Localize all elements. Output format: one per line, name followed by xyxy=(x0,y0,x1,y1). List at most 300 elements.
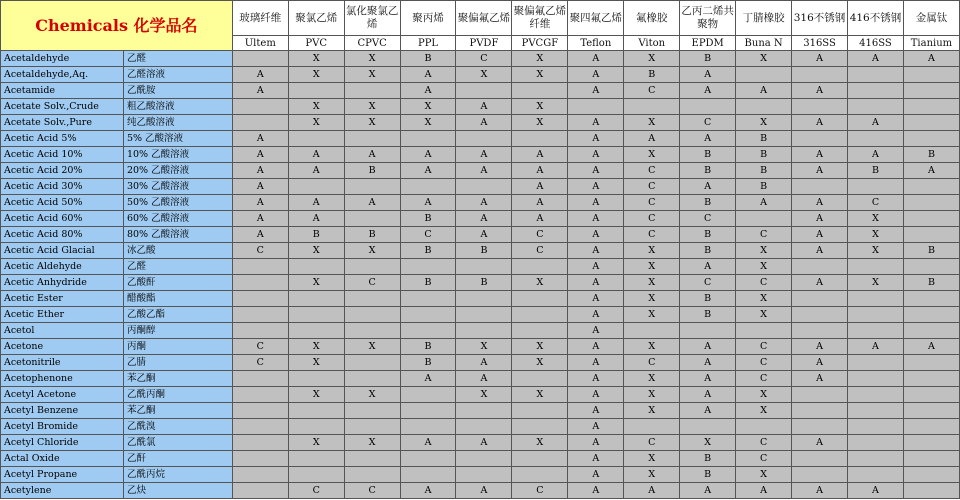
chemical-name-cn: 冰乙酸 xyxy=(123,243,232,259)
chemical-rows xyxy=(1,51,960,499)
rating-cell xyxy=(848,83,904,99)
rating-cell: A xyxy=(232,179,288,195)
rating-cell: X xyxy=(624,259,680,275)
rating-cell: A xyxy=(792,195,848,211)
rating-cell: C xyxy=(736,227,792,243)
material-cn-header: 氟橡胶 xyxy=(624,1,680,36)
material-cn-header: 聚偏氟乙烯 xyxy=(456,1,512,36)
chemical-name-cn: 醋酸酯 xyxy=(123,291,232,307)
rating-cell xyxy=(792,131,848,147)
table-row xyxy=(1,83,960,99)
rating-cell xyxy=(512,451,568,467)
rating-cell xyxy=(400,259,456,275)
material-en-header: PVDF xyxy=(456,36,512,51)
rating-cell: X xyxy=(848,211,904,227)
rating-cell xyxy=(848,467,904,483)
rating-cell: A xyxy=(792,163,848,179)
rating-cell xyxy=(344,467,400,483)
rating-cell: C xyxy=(848,195,904,211)
rating-cell xyxy=(400,323,456,339)
rating-cell xyxy=(512,371,568,387)
rating-cell xyxy=(400,467,456,483)
rating-cell xyxy=(680,419,736,435)
chemical-name-en: Acetyl Propane xyxy=(1,467,124,483)
material-en-header: Ultem xyxy=(232,36,288,51)
rating-cell: A xyxy=(736,83,792,99)
rating-cell: A xyxy=(568,67,624,83)
material-cn-header: 316不锈钢 xyxy=(792,1,848,36)
rating-cell: B xyxy=(680,451,736,467)
rating-cell: A xyxy=(568,387,624,403)
rating-cell xyxy=(232,307,288,323)
rating-cell xyxy=(903,451,959,467)
rating-cell: X xyxy=(512,339,568,355)
rating-cell: X xyxy=(512,67,568,83)
rating-cell xyxy=(512,419,568,435)
rating-cell xyxy=(680,99,736,115)
rating-cell xyxy=(848,451,904,467)
chemical-name-cn: 丙酮 xyxy=(123,339,232,355)
rating-cell xyxy=(848,371,904,387)
rating-cell: C xyxy=(512,483,568,499)
chemical-name-en: Acetate Solv.,Pure xyxy=(1,115,124,131)
rating-cell: A xyxy=(288,195,344,211)
rating-cell: A xyxy=(848,339,904,355)
rating-cell: A xyxy=(232,195,288,211)
rating-cell xyxy=(456,467,512,483)
rating-cell xyxy=(400,387,456,403)
rating-cell xyxy=(344,355,400,371)
rating-cell: X xyxy=(624,51,680,67)
rating-cell xyxy=(400,131,456,147)
rating-cell: A xyxy=(512,147,568,163)
rating-cell xyxy=(456,131,512,147)
rating-cell: X xyxy=(736,403,792,419)
rating-cell xyxy=(232,99,288,115)
rating-cell: A xyxy=(792,483,848,499)
chemical-name-en: Acetyl Chloride xyxy=(1,435,124,451)
rating-cell: X xyxy=(400,99,456,115)
rating-cell xyxy=(792,387,848,403)
rating-cell: A xyxy=(232,147,288,163)
rating-cell xyxy=(903,355,959,371)
rating-cell xyxy=(232,435,288,451)
chemical-name-en: Acetaldehyde xyxy=(1,51,124,67)
rating-cell: A xyxy=(456,355,512,371)
rating-cell: C xyxy=(624,227,680,243)
material-en-header: Viton xyxy=(624,36,680,51)
rating-cell: X xyxy=(624,371,680,387)
rating-cell: B xyxy=(736,131,792,147)
chemical-name-en: Acetic Acid 50% xyxy=(1,195,124,211)
chemical-name-en: Acetol xyxy=(1,323,124,339)
rating-cell xyxy=(344,419,400,435)
rating-cell: A xyxy=(680,371,736,387)
rating-cell: X xyxy=(288,115,344,131)
rating-cell: A xyxy=(456,147,512,163)
rating-cell: B xyxy=(736,179,792,195)
rating-cell: A xyxy=(792,355,848,371)
rating-cell: A xyxy=(568,419,624,435)
rating-cell xyxy=(903,403,959,419)
rating-cell: A xyxy=(512,211,568,227)
rating-cell: A xyxy=(288,211,344,227)
rating-cell: C xyxy=(736,355,792,371)
rating-cell: B xyxy=(344,163,400,179)
chemical-name-en: Acetic Acid 80% xyxy=(1,227,124,243)
material-cn-header: 聚丙烯 xyxy=(400,1,456,36)
rating-cell: A xyxy=(568,211,624,227)
rating-cell xyxy=(848,67,904,83)
rating-cell xyxy=(400,307,456,323)
rating-cell: A xyxy=(232,211,288,227)
rating-cell xyxy=(288,179,344,195)
rating-cell xyxy=(288,83,344,99)
rating-cell: A xyxy=(568,451,624,467)
chemical-name-cn: 乙酰丙酮 xyxy=(123,387,232,403)
rating-cell xyxy=(903,387,959,403)
chemical-name-cn: 乙酰胺 xyxy=(123,83,232,99)
material-cn-header: 聚氯乙烯 xyxy=(288,1,344,36)
rating-cell: X xyxy=(288,99,344,115)
rating-cell: A xyxy=(232,67,288,83)
rating-cell: A xyxy=(568,483,624,499)
rating-cell xyxy=(344,323,400,339)
chemical-name-en: Acetic Acid Glacial xyxy=(1,243,124,259)
rating-cell xyxy=(736,211,792,227)
material-cn-header: 丁腈橡胶 xyxy=(736,1,792,36)
rating-cell xyxy=(232,291,288,307)
rating-cell: A xyxy=(680,179,736,195)
rating-cell xyxy=(736,67,792,83)
material-en-header: Tianium xyxy=(903,36,959,51)
rating-cell xyxy=(400,179,456,195)
rating-cell: C xyxy=(624,355,680,371)
rating-cell xyxy=(344,259,400,275)
rating-cell: A xyxy=(792,51,848,67)
rating-cell xyxy=(903,419,959,435)
rating-cell xyxy=(903,211,959,227)
table-row xyxy=(1,227,960,243)
rating-cell: X xyxy=(736,467,792,483)
rating-cell xyxy=(736,99,792,115)
rating-cell xyxy=(792,467,848,483)
rating-cell xyxy=(903,99,959,115)
rating-cell xyxy=(288,451,344,467)
rating-cell xyxy=(232,51,288,67)
rating-cell xyxy=(624,323,680,339)
rating-cell xyxy=(903,131,959,147)
rating-cell xyxy=(903,435,959,451)
rating-cell: X xyxy=(624,275,680,291)
rating-cell: A xyxy=(512,163,568,179)
rating-cell xyxy=(568,99,624,115)
rating-cell: A xyxy=(568,467,624,483)
rating-cell xyxy=(624,99,680,115)
rating-cell: A xyxy=(792,211,848,227)
chemical-name-en: Acetic Aldehyde xyxy=(1,259,124,275)
rating-cell: A xyxy=(344,147,400,163)
rating-cell: A xyxy=(848,115,904,131)
rating-cell xyxy=(344,307,400,323)
rating-cell: A xyxy=(848,51,904,67)
rating-cell: A xyxy=(400,83,456,99)
rating-cell: X xyxy=(288,67,344,83)
rating-cell xyxy=(903,115,959,131)
rating-cell: X xyxy=(512,99,568,115)
rating-cell xyxy=(848,387,904,403)
rating-cell: A xyxy=(568,227,624,243)
rating-cell xyxy=(512,83,568,99)
table-row xyxy=(1,51,960,67)
table-row xyxy=(1,483,960,499)
rating-cell: X xyxy=(400,115,456,131)
rating-cell: A xyxy=(400,163,456,179)
rating-cell xyxy=(512,403,568,419)
rating-cell xyxy=(456,419,512,435)
table-row xyxy=(1,291,960,307)
chemical-name-en: Acetate Solv.,Crude xyxy=(1,99,124,115)
rating-cell: A xyxy=(400,483,456,499)
rating-cell: B xyxy=(400,275,456,291)
rating-cell xyxy=(848,355,904,371)
table-row xyxy=(1,451,960,467)
rating-cell: X xyxy=(624,339,680,355)
rating-cell xyxy=(288,467,344,483)
rating-cell xyxy=(848,403,904,419)
rating-cell: A xyxy=(400,435,456,451)
rating-cell: B xyxy=(680,307,736,323)
rating-cell: A xyxy=(848,483,904,499)
rating-cell: A xyxy=(288,163,344,179)
chemical-name-en: Acetaldehyde,Aq. xyxy=(1,67,124,83)
rating-cell: A xyxy=(903,163,959,179)
rating-cell: X xyxy=(288,355,344,371)
rating-cell: A xyxy=(456,435,512,451)
rating-cell xyxy=(792,307,848,323)
rating-cell: A xyxy=(792,83,848,99)
table-row xyxy=(1,275,960,291)
rating-cell: X xyxy=(344,99,400,115)
rating-cell: B xyxy=(456,243,512,259)
rating-cell: A xyxy=(792,115,848,131)
rating-cell xyxy=(680,323,736,339)
rating-cell xyxy=(288,323,344,339)
rating-cell: A xyxy=(400,147,456,163)
rating-cell: A xyxy=(680,131,736,147)
rating-cell xyxy=(848,179,904,195)
chemical-name-en: Acetylene xyxy=(1,483,124,499)
rating-cell: A xyxy=(680,339,736,355)
rating-cell: A xyxy=(344,195,400,211)
rating-cell: C xyxy=(456,51,512,67)
rating-cell: X xyxy=(624,307,680,323)
chemical-name-en: Acetyl Acetone xyxy=(1,387,124,403)
rating-cell: B xyxy=(848,163,904,179)
rating-cell: A xyxy=(456,371,512,387)
rating-cell: X xyxy=(848,243,904,259)
rating-cell xyxy=(456,307,512,323)
rating-cell: X xyxy=(512,275,568,291)
rating-cell: A xyxy=(456,163,512,179)
material-en-header: 316SS xyxy=(792,36,848,51)
rating-cell: X xyxy=(736,307,792,323)
rating-cell: A xyxy=(568,307,624,323)
rating-cell: B xyxy=(903,147,959,163)
rating-cell: X xyxy=(344,243,400,259)
rating-cell: X xyxy=(344,51,400,67)
rating-cell: A xyxy=(568,371,624,387)
rating-cell: C xyxy=(736,451,792,467)
rating-cell xyxy=(903,67,959,83)
rating-cell: B xyxy=(456,275,512,291)
rating-cell: A xyxy=(680,259,736,275)
chemical-name-en: Acetone xyxy=(1,339,124,355)
table-title: Chemicals 化学品名 xyxy=(1,1,233,51)
rating-cell: X xyxy=(624,147,680,163)
rating-cell: X xyxy=(736,387,792,403)
rating-cell xyxy=(400,451,456,467)
rating-cell xyxy=(848,323,904,339)
rating-cell: A xyxy=(232,227,288,243)
rating-cell: X xyxy=(512,355,568,371)
rating-cell xyxy=(792,67,848,83)
rating-cell: C xyxy=(624,83,680,99)
rating-cell: A xyxy=(903,339,959,355)
rating-cell: C xyxy=(624,435,680,451)
rating-cell: X xyxy=(512,115,568,131)
rating-cell: B xyxy=(903,275,959,291)
rating-cell xyxy=(903,371,959,387)
material-en-header: EPDM xyxy=(680,36,736,51)
table-row xyxy=(1,323,960,339)
rating-cell xyxy=(903,195,959,211)
rating-cell: A xyxy=(568,51,624,67)
rating-cell: B xyxy=(680,243,736,259)
rating-cell xyxy=(848,99,904,115)
table-row xyxy=(1,467,960,483)
rating-cell xyxy=(232,387,288,403)
chemical-name-cn: 乙酸乙酯 xyxy=(123,307,232,323)
rating-cell xyxy=(456,403,512,419)
rating-cell xyxy=(903,179,959,195)
rating-cell: X xyxy=(736,243,792,259)
rating-cell xyxy=(456,451,512,467)
rating-cell xyxy=(344,179,400,195)
rating-cell: X xyxy=(624,243,680,259)
rating-cell: A xyxy=(792,227,848,243)
rating-cell: C xyxy=(736,275,792,291)
rating-cell: X xyxy=(344,339,400,355)
rating-cell: B xyxy=(400,211,456,227)
rating-cell xyxy=(344,211,400,227)
rating-cell: A xyxy=(624,483,680,499)
rating-cell: X xyxy=(344,435,400,451)
rating-cell: X xyxy=(736,291,792,307)
rating-cell: A xyxy=(400,371,456,387)
chemical-name-cn: 丙酮醇 xyxy=(123,323,232,339)
rating-cell xyxy=(736,323,792,339)
rating-cell: A xyxy=(456,483,512,499)
table-row xyxy=(1,243,960,259)
chemical-name-en: Acetic Acid 10% xyxy=(1,147,124,163)
rating-cell: X xyxy=(344,115,400,131)
rating-cell xyxy=(232,115,288,131)
table-row xyxy=(1,259,960,275)
rating-cell: A xyxy=(512,195,568,211)
rating-cell: X xyxy=(848,227,904,243)
chemical-name-cn: 乙酰溴 xyxy=(123,419,232,435)
chemical-name-en: Acetyl Bromide xyxy=(1,419,124,435)
rating-cell xyxy=(792,259,848,275)
rating-cell: X xyxy=(344,387,400,403)
rating-cell: X xyxy=(288,387,344,403)
rating-cell: A xyxy=(456,211,512,227)
chemical-name-en: Acetic Acid 30% xyxy=(1,179,124,195)
rating-cell: C xyxy=(344,275,400,291)
rating-cell xyxy=(288,259,344,275)
rating-cell: A xyxy=(568,131,624,147)
rating-cell: A xyxy=(680,67,736,83)
rating-cell xyxy=(232,451,288,467)
rating-cell xyxy=(232,419,288,435)
rating-cell: A xyxy=(680,387,736,403)
rating-cell: C xyxy=(736,435,792,451)
rating-cell: B xyxy=(680,51,736,67)
table-row xyxy=(1,179,960,195)
rating-cell: C xyxy=(400,227,456,243)
material-en-header: CPVC xyxy=(344,36,400,51)
rating-cell: A xyxy=(568,147,624,163)
rating-cell: C xyxy=(624,195,680,211)
rating-cell xyxy=(792,99,848,115)
rating-cell: X xyxy=(288,243,344,259)
material-cn-header: 聚偏氟乙烯纤维 xyxy=(512,1,568,36)
rating-cell: X xyxy=(456,67,512,83)
table-row xyxy=(1,339,960,355)
rating-cell xyxy=(288,371,344,387)
rating-cell: B xyxy=(400,355,456,371)
rating-cell: X xyxy=(512,435,568,451)
rating-cell: X xyxy=(624,467,680,483)
chemical-name-cn: 乙醛 xyxy=(123,51,232,67)
material-cn-header: 玻璃纤维 xyxy=(232,1,288,36)
rating-cell xyxy=(456,83,512,99)
table-row xyxy=(1,211,960,227)
table-row xyxy=(1,403,960,419)
rating-cell: X xyxy=(624,115,680,131)
rating-cell xyxy=(512,467,568,483)
rating-cell: A xyxy=(400,195,456,211)
rating-cell: B xyxy=(400,51,456,67)
chemical-name-cn: 50% 乙酸溶液 xyxy=(123,195,232,211)
rating-cell: B xyxy=(344,227,400,243)
rating-cell xyxy=(232,467,288,483)
rating-cell: A xyxy=(456,99,512,115)
rating-cell: X xyxy=(736,115,792,131)
rating-cell xyxy=(344,83,400,99)
rating-cell xyxy=(232,483,288,499)
table-row xyxy=(1,387,960,403)
chemical-name-cn: 乙酰氯 xyxy=(123,435,232,451)
table-row xyxy=(1,371,960,387)
rating-cell: X xyxy=(624,291,680,307)
rating-cell: B xyxy=(680,291,736,307)
rating-cell xyxy=(903,227,959,243)
material-en-header: Teflon xyxy=(568,36,624,51)
table-row xyxy=(1,435,960,451)
rating-cell: X xyxy=(512,387,568,403)
